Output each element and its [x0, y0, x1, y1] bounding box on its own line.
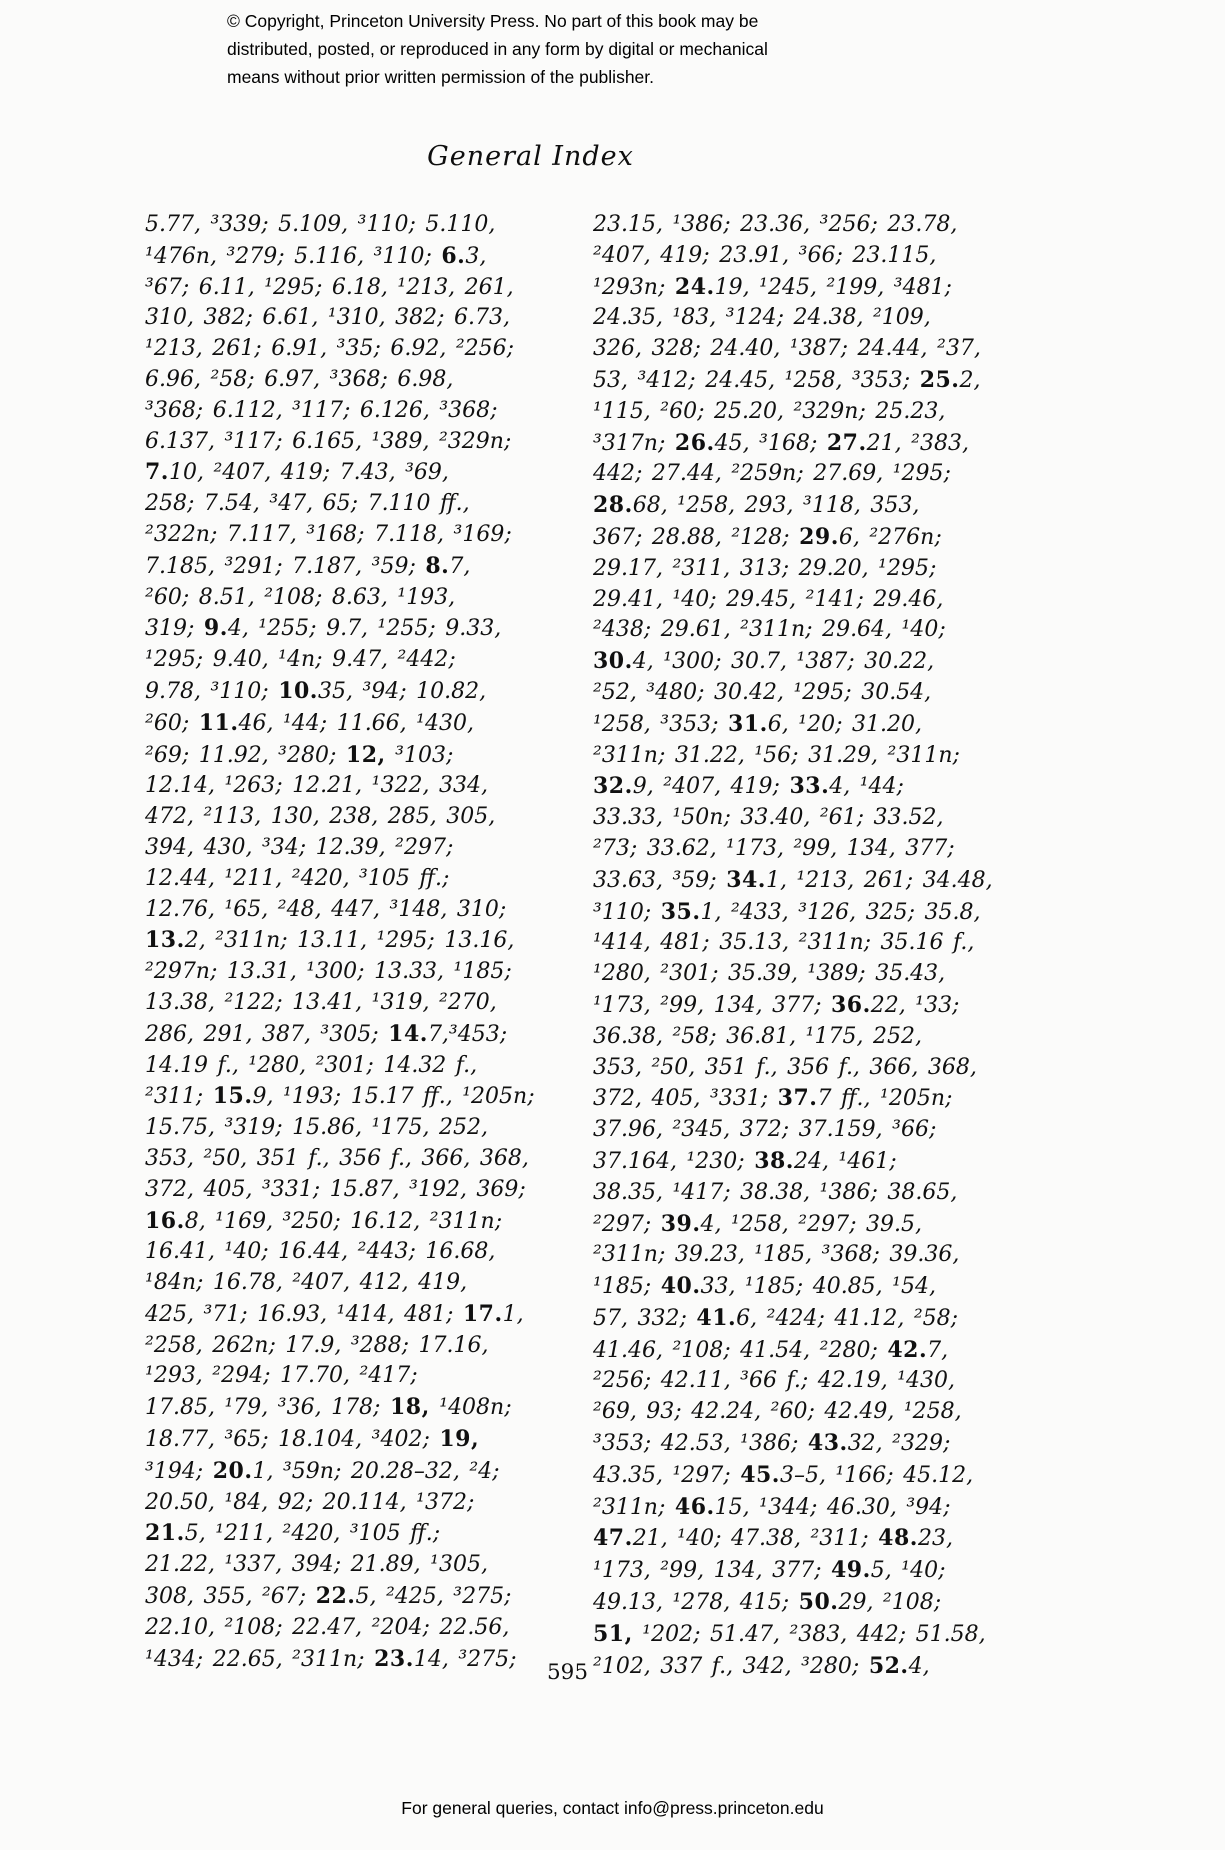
- index-line: 12.44, ¹211, ²420, ³105 ff.;: [145, 865, 450, 891]
- footer-contact: For general queries, contact info@press.princeton.edu: [401, 1798, 824, 1818]
- index-line: 372, 405, ³331; 15.87, ³192, 369;: [145, 1176, 526, 1202]
- index-line: 37.96, ²345, 372; 37.159, ³66;: [593, 1117, 937, 1143]
- index-line: 353, ²50, 351 f., 356 f., 366, 368,: [593, 1054, 977, 1080]
- index-line: 367; 28.88, ²128; 29.6, ²276n;: [593, 523, 942, 550]
- index-line: ¹295; 9.40, ¹4n; 9.47, ²442;: [145, 647, 456, 673]
- index-line: ¹185; 40.33, ¹185; 40.85, ¹54,: [593, 1273, 936, 1300]
- index-line: ²311n; 31.22, ¹56; 31.29, ²311n;: [593, 742, 960, 768]
- index-line: 9.78, ³110; 10.35, ³94; 10.82,: [145, 677, 487, 704]
- index-line: 16.8, ¹169, ³250; 16.12, ²311n;: [145, 1207, 503, 1234]
- index-line: ¹280, ²301; 35.39, ¹389; 35.43,: [593, 961, 946, 987]
- index-line: ¹434; 22.65, ²311n; 23.14, ³275;: [145, 1645, 517, 1672]
- index-line: ²102, 337 f., 342, ³280; 52.4,: [593, 1652, 930, 1679]
- index-line: 32.9, ²407, 419; 33.4, ¹44;: [593, 773, 904, 800]
- index-line: ²297; 39.4, ¹258, ²297; 39.5,: [593, 1210, 922, 1237]
- right-column: [593, 210, 993, 1682]
- index-line: ¹476n, ³279; 5.116, ³110; 6.3,: [145, 242, 487, 269]
- index-line: ²52, ³480; 30.42, ¹295; 30.54,: [593, 679, 932, 705]
- index-line: 57, 332; 41.6, ²424; 41.12, ²58;: [593, 1304, 959, 1331]
- index-line: 319; 9.4, ¹255; 9.7, ¹255; 9.33,: [145, 615, 502, 642]
- index-line: 14.19 f., ¹280, ²301; 14.32 f.,: [145, 1052, 478, 1078]
- index-line: 7.10, ²407, 419; 7.43, ³69,: [145, 459, 449, 486]
- index-line: 326, 328; 24.40, ¹387; 24.44, ²37,: [593, 336, 981, 362]
- index-line: 43.35, ¹297; 45.3–5, ¹166; 45.12,: [593, 1461, 974, 1488]
- index-line: ¹115, ²60; 25.20, ²329n; 25.23,: [593, 398, 946, 424]
- index-line: 6.96, ²58; 6.97, ³368; 6.98,: [145, 366, 454, 392]
- index-line: 33.63, ³59; 34.1, ¹213, 261; 34.48,: [593, 866, 993, 893]
- index-line: ¹173, ²99, 134, 377; 49.5, ¹40;: [593, 1557, 946, 1584]
- index-line: 13.2, ²311n; 13.11, ¹295; 13.16,: [145, 927, 515, 954]
- index-line: 17.85, ¹79, ³36, 178; 18, ¹408n;: [145, 1394, 512, 1421]
- index-line: 5.77, ³339; 5.109, ³110; 5.110,: [145, 212, 496, 237]
- page-title: General Index: [427, 141, 634, 172]
- copyright-line: © Copyright, Princeton University Press. No part of this book may be: [227, 11, 759, 31]
- index-line: 37.164, ¹230; 38.24, ¹461;: [593, 1147, 897, 1174]
- page-number: 595: [546, 1660, 589, 1685]
- index-line: 49.13, ¹278, 415; 50.29, ²108;: [593, 1589, 942, 1616]
- index-line: 372, 405, ³331; 37.7 ff., ¹205n;: [593, 1085, 953, 1112]
- index-line: ¹84n; 16.78, ²407, 412, 419,: [145, 1270, 468, 1296]
- index-line: ¹173, ²99, 134, 377; 36.22, ¹33;: [593, 991, 960, 1018]
- index-line: ¹213, 261; 6.91, ³35; 6.92, ²256;: [145, 336, 515, 362]
- index-line: 16.41, ¹40; 16.44, ²443; 16.68,: [145, 1239, 496, 1265]
- index-line: ²73; 33.62, ¹173, ²99, 134, 377;: [593, 835, 955, 861]
- index-line: 258; 7.54, ³47, 65; 7.110 ff.,: [145, 491, 470, 517]
- index-line: 30.4, ¹300; 30.7, ¹387; 30.22,: [593, 648, 935, 675]
- index-line: 29.17, ²311, 313; 29.20, ¹295;: [593, 555, 937, 581]
- index-line: 286, 291, 387, ³305; 14.7,³453;: [145, 1020, 508, 1047]
- index-line: 12.76, ¹65, ²48, 447, ³148, 310;: [145, 896, 507, 922]
- index-line: 24.35, ¹83, ³124; 24.38, ²109,: [593, 305, 931, 331]
- index-line: 13.38, ²122; 13.41, ¹319, ²270,: [145, 989, 497, 1015]
- index-line: 21.5, ¹211, ²420, ³105 ff.;: [145, 1520, 441, 1547]
- index-line: 51, ¹202; 51.47, ²383, 442; 51.58,: [593, 1620, 986, 1647]
- left-column: [145, 210, 535, 1675]
- index-line: 36.38, ²58; 36.81, ¹175, 252,: [593, 1023, 922, 1049]
- index-line: 21.22, ¹337, 394; 21.89, ¹305,: [145, 1552, 488, 1578]
- index-line: 53, ³412; 24.45, ¹258, ³353; 25.2,: [593, 366, 981, 393]
- index-line: ¹258, ³353; 31.6, ¹20; 31.20,: [593, 710, 922, 737]
- index-line: ³353; 42.53, ¹386; 43.32, ²329;: [593, 1430, 951, 1457]
- index-line: 33.33, ¹50n; 33.40, ²61; 33.52,: [593, 805, 944, 831]
- index-line: ¹414, 481; 35.13, ²311n; 35.16 f.,: [593, 930, 975, 956]
- index-line: ²256; 42.11, ³66 f.; 42.19, ¹430,: [593, 1368, 956, 1394]
- index-line: 12.14, ¹263; 12.21, ¹322, 334,: [145, 773, 488, 799]
- copyright-notice: [227, 7, 847, 91]
- index-line: ²297n; 13.31, ¹300; 13.33, ¹185;: [145, 959, 512, 985]
- index-line: ²407, 419; 23.91, ³66; 23.115,: [593, 242, 937, 268]
- index-line: 7.185, ³291; 7.187, ³59; 8.7,: [145, 552, 471, 579]
- index-line: ³194; 20.1, ³59n; 20.28–32, ²4;: [145, 1457, 500, 1484]
- index-line: ²69, 93; 42.24, ²60; 42.49, ¹258,: [593, 1399, 962, 1425]
- copyright-line: distributed, posted, or reproduced in any form by digital or mechanical: [227, 39, 768, 59]
- index-line: ³110; 35.1, ²433, ³126, 325; 35.8,: [593, 898, 981, 925]
- index-line: 23.15, ¹386; 23.36, ³256; 23.78,: [593, 212, 958, 237]
- index-line: ¹293, ²294; 17.70, ²417;: [145, 1363, 418, 1389]
- index-line: 28.68, ¹258, 293, ³118, 353,: [593, 492, 920, 519]
- index-line: 41.46, ²108; 41.54, ²280; 42.7,: [593, 1336, 949, 1363]
- index-line: ²60; 8.51, ²108; 8.63, ¹193,: [145, 584, 456, 610]
- index-line: ²311; 15.9, ¹193; 15.17 ff., ¹205n;: [145, 1083, 535, 1110]
- index-line: ³368; 6.112, ³117; 6.126, ³368;: [145, 397, 498, 423]
- index-line: ²311n; 39.23, ¹185, ³368; 39.36,: [593, 1242, 960, 1268]
- index-line: ²69; 11.92, ³280; 12, ³103;: [145, 741, 454, 768]
- index-line: 38.35, ¹417; 38.38, ¹386; 38.65,: [593, 1179, 958, 1205]
- index-line: 6.137, ³117; 6.165, ¹389, ²329n;: [145, 428, 512, 454]
- index-line: ³317n; 26.45, ³168; 27.21, ²383,: [593, 429, 969, 456]
- index-line: ²438; 29.61, ²311n; 29.64, ¹40;: [593, 617, 946, 643]
- index-line: ²258, 262n; 17.9, ³288; 17.16,: [145, 1332, 489, 1358]
- index-line: ³67; 6.11, ¹295; 6.18, ¹213, 261,: [145, 274, 514, 300]
- index-line: 20.50, ¹84, 92; 20.114, ¹372;: [145, 1489, 475, 1515]
- index-line: 15.75, ³319; 15.86, ¹175, 252,: [145, 1115, 488, 1141]
- index-line: 29.41, ¹40; 29.45, ²141; 29.46,: [593, 586, 944, 612]
- index-line: 394, 430, ³34; 12.39, ²297;: [145, 834, 454, 860]
- index-line: ²60; 11.46, ¹44; 11.66, ¹430,: [145, 709, 474, 736]
- index-line: ²322n; 7.117, ³168; 7.118, ³169;: [145, 521, 512, 547]
- copyright-line: means without prior written permission of the publisher.: [227, 67, 655, 87]
- index-line: ¹293n; 24.19, ¹245, ²199, ³481;: [593, 273, 952, 300]
- index-line: 47.21, ¹40; 47.38, ²311; 48.23,: [593, 1525, 953, 1552]
- index-line: ²311n; 46.15, ¹344; 46.30, ³94;: [593, 1493, 951, 1520]
- index-line: 18.77, ³65; 18.104, ³402; 19,: [145, 1426, 480, 1453]
- index-line: 308, 355, ²67; 22.5, ²425, ³275;: [145, 1583, 512, 1610]
- index-line: 425, ³71; 16.93, ¹414, 481; 17.1,: [145, 1300, 524, 1327]
- index-line: 442; 27.44, ²259n; 27.69, ¹295;: [593, 461, 951, 487]
- index-line: 353, ²50, 351 f., 356 f., 366, 368,: [145, 1145, 529, 1171]
- index-line: 22.10, ²108; 22.47, ²204; 22.56,: [145, 1614, 510, 1640]
- index-line: 472, ²113, 130, 238, 285, 305,: [145, 804, 496, 830]
- index-line: 310, 382; 6.61, ¹310, 382; 6.73,: [145, 305, 511, 331]
